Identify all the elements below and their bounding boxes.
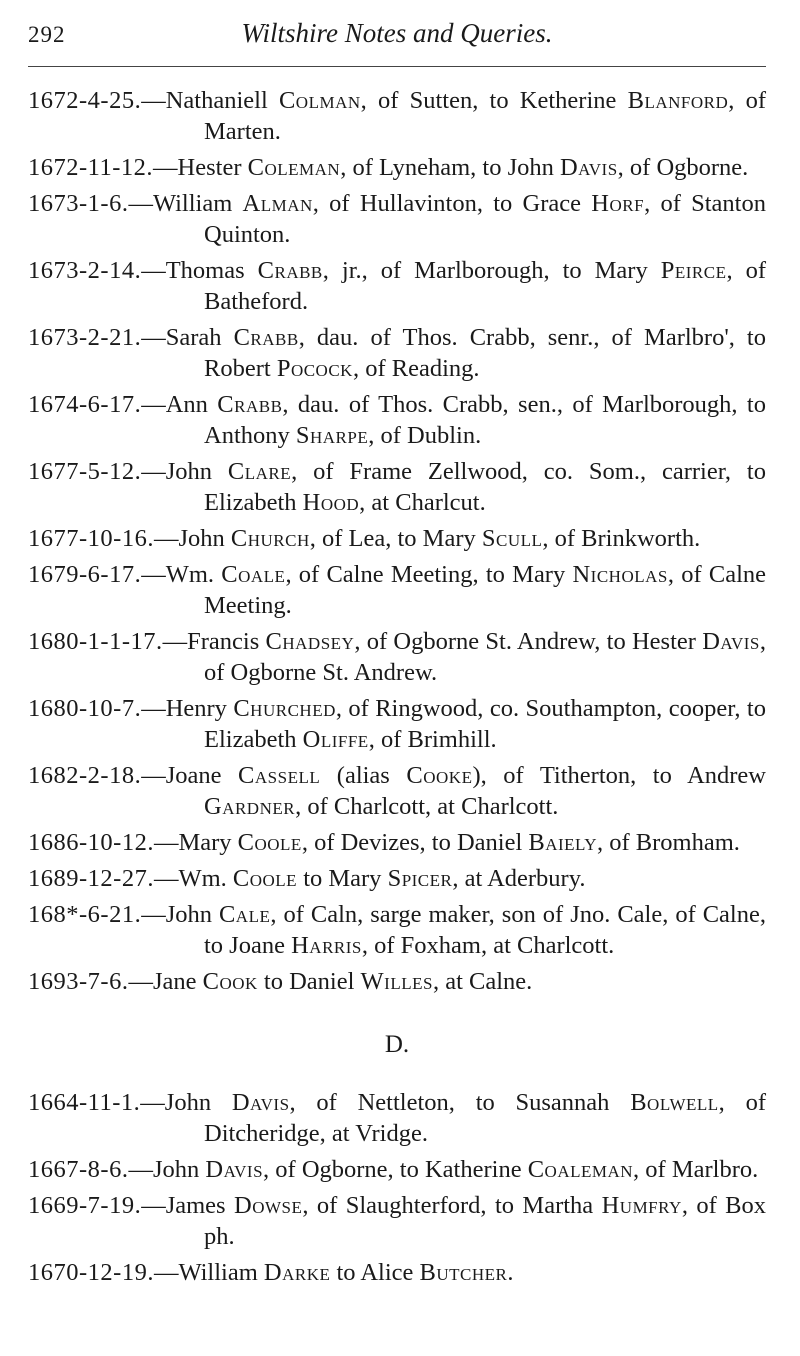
surname: Alman	[242, 190, 313, 217]
entry-text: , of Stanton Quinton.	[204, 190, 766, 248]
entry-date: 1679-6-17.	[28, 561, 142, 588]
marriage-entries-d	[28, 1087, 766, 1288]
entry-text: , of Ogborne, to Katherine	[263, 1156, 528, 1183]
entry-date: 1672-11-12.	[28, 154, 154, 181]
surname: Coleman	[247, 154, 341, 181]
surname: Davis	[559, 154, 618, 181]
entry-date: 1680-10-7.	[28, 695, 142, 722]
surname: Crabb	[217, 391, 283, 418]
entry-text: (alias	[320, 762, 407, 789]
surname: Crabb	[233, 324, 299, 351]
entry-text: , of Slaughterford, to Martha	[302, 1192, 602, 1219]
marriage-entry: 1680-10-7.—Henry Churched, of Ringwood, co. Southampton, cooper, to Elizabeth Oliffe, of Brimhill.	[28, 695, 766, 753]
surname: Cassell	[238, 762, 321, 789]
entry-date: 1682-2-18.	[28, 762, 142, 789]
entry-text: , of Ogborne St. Andrew, to Hester	[354, 628, 703, 655]
surname: Coale	[221, 561, 286, 588]
entry-text: , at Charlcut.	[359, 489, 486, 516]
surname: Butcher	[419, 1259, 508, 1286]
entry-text: , of Bromham.	[597, 829, 740, 856]
entry-text: Hester	[177, 154, 248, 181]
entry-text: to Daniel	[257, 968, 361, 995]
surname: Coaleman	[527, 1156, 634, 1183]
entry-text: Sarah	[165, 324, 234, 351]
entry-text: , dau. of Thos. Crabb, sen., of Marlborough, to Anthony	[204, 391, 766, 449]
surname: Horf	[591, 190, 645, 217]
entry-text: , of Caln, sarge maker, son of Jno. Cale, of Calne, to Joane	[204, 901, 766, 959]
entry-date: 1677-5-12.	[28, 458, 142, 485]
surname: Pocock	[276, 355, 353, 382]
entry-text: , at Aderbury.	[452, 865, 586, 892]
marriage-entry: 1677-5-12.—John Clare, of Frame Zellwood, co. Som., carrier, to Elizabeth Hood, at Charlcut.	[28, 458, 766, 516]
entry-text: William	[178, 1259, 264, 1286]
surname: Willes	[360, 968, 433, 995]
marriage-entries-c	[28, 85, 766, 997]
entry-date: 1673-2-21.	[28, 324, 142, 351]
entry-date: 1664-11-1.	[28, 1089, 141, 1116]
entry-text: ), of Titherton, to Andrew	[472, 762, 766, 789]
surname: Churched	[233, 695, 336, 722]
entry-text: Francis	[187, 628, 266, 655]
entry-text: , of Devizes, to Daniel	[301, 829, 529, 856]
entry-date: 1693-7-6.	[28, 968, 129, 995]
page-number: 292	[28, 22, 66, 47]
surname: Bolwell	[630, 1089, 719, 1116]
entry-date: 1672-4-25.	[28, 87, 142, 114]
entry-date: 1669-7-19.	[28, 1192, 142, 1219]
entry-date: 1670-12-19.	[28, 1259, 154, 1286]
marriage-entry: 1672-4-25.—Nathaniell Colman, of Sutten, to Ketherine Blanford, of Marten.	[28, 87, 766, 145]
entry-date: 1689-12-27.	[28, 865, 154, 892]
surname: Coole	[237, 829, 302, 856]
entry-text: , of Foxham, at Charlcott.	[361, 932, 615, 959]
entry-text: , of Calne Meeting, to Mary	[285, 561, 573, 588]
entry-text: , of Ringwood, co. Southampton, cooper, to Elizabeth	[204, 695, 766, 753]
entry-text: , of Sutten, to Ketherine	[360, 87, 628, 114]
marriage-entry: 1670-12-19.—William Darke to Alice Butcher.	[28, 1259, 514, 1286]
marriage-entry: 1674-6-17.—Ann Crabb, dau. of Thos. Crabb, sen., of Marlborough, to Anthony Sharpe, of Dublin.	[28, 391, 766, 449]
surname: Cale	[218, 901, 271, 928]
surname: Colman	[278, 87, 361, 114]
marriage-entry: 168*-6-21.—John Cale, of Caln, sarge maker, son of Jno. Cale, of Calne, to Joane Harris, of Foxham, at Charlcott.	[28, 901, 766, 959]
entry-text: , of Brinkworth.	[542, 525, 701, 552]
surname: Hood	[302, 489, 360, 516]
entry-text: Ann	[165, 391, 218, 418]
entry-text: James	[165, 1192, 234, 1219]
entry-text: Thomas	[165, 257, 258, 284]
entry-text: Nathaniell	[165, 87, 279, 114]
entry-text: , of Ogborne St. Andrew.	[204, 628, 766, 686]
marriage-entry: 1689-12-27.—Wm. Coole to Mary Spicer, at Aderbury.	[28, 865, 586, 892]
marriage-entry: 1682-2-18.—Joane Cassell (alias Cooke), of Titherton, to Andrew Gardner, of Charlcott, at Charlcott.	[28, 762, 766, 820]
surname: Gardner	[204, 793, 296, 820]
surname: Davis	[702, 628, 760, 655]
entry-text: , of Nettleton, to Susannah	[289, 1089, 631, 1116]
entry-text: , of Frame Zellwood, co. Som., carrier, to Elizabeth	[204, 458, 766, 516]
surname: Davis	[231, 1089, 290, 1116]
entry-text: Mary	[178, 829, 238, 856]
marriage-entry: 1673-1-6.—William Alman, of Hullavinton, to Grace Horf, of Stanton Quinton.	[28, 190, 766, 248]
surname: Cooke	[406, 762, 473, 789]
entry-text: , of Marten.	[204, 87, 766, 145]
marriage-entry: 1673-2-14.—Thomas Crabb, jr., of Marlborough, to Mary Peirce, of Batheford.	[28, 257, 766, 315]
section-heading-d: D.	[384, 1031, 410, 1058]
entry-date: 1674-6-17.	[28, 391, 142, 418]
surname: Humfry	[601, 1192, 682, 1219]
surname: Nicholas	[572, 561, 668, 588]
surname: Crabb	[257, 257, 323, 284]
entry-date: 1667-8-6.	[28, 1156, 129, 1183]
marriage-entry: 1664-11-1.—John Davis, of Nettleton, to Susannah Bolwell, of Ditcheridge, at Vridge.	[28, 1089, 766, 1147]
surname: Sharpe	[295, 422, 369, 449]
entry-text: , dau. of Thos. Crabb, senr., of Marlbro', to Robert	[204, 324, 766, 382]
entry-text: Jane	[152, 968, 203, 995]
surname: Spicer	[387, 865, 453, 892]
marriage-entry: 1693-7-6.—Jane Cook to Daniel Willes, at Calne.	[28, 968, 533, 995]
entry-text: John	[165, 901, 219, 928]
entry-text: , jr., of Marlborough, to Mary	[322, 257, 661, 284]
surname: Coole	[232, 865, 298, 892]
entry-text: , of Ditcheridge, at Vridge.	[204, 1089, 766, 1147]
surname: Cook	[202, 968, 258, 995]
entry-text: to Mary	[297, 865, 388, 892]
entry-text: John	[178, 525, 231, 552]
entry-text: William	[152, 190, 243, 217]
entry-text: John	[164, 1089, 232, 1116]
entry-text: , of Charlcott, at Charlcott.	[295, 793, 559, 820]
surname: Oliffe	[302, 726, 369, 753]
entry-text: , of Box ph.	[204, 1192, 767, 1250]
entry-text: Joane	[165, 762, 239, 789]
entry-text: John	[165, 458, 228, 485]
surname: Chadsey	[265, 628, 355, 655]
marriage-entry: 1686-10-12.—Mary Coole, of Devizes, to Daniel Baiely, of Bromham.	[28, 829, 740, 856]
surname: Church	[230, 525, 310, 552]
entry-text: Wm.	[178, 865, 233, 892]
surname: Davis	[205, 1156, 264, 1183]
marriage-entry: 1680-1-1-17.—Francis Chadsey, of Ogborne St. Andrew, to Hester Davis, of Ogborne St. Andrew.	[28, 628, 766, 686]
surname: Darke	[263, 1259, 331, 1286]
entry-text: , of Ogborne.	[617, 154, 749, 181]
entry-date: 168*-6-21.	[28, 901, 142, 928]
entry-text: , of Lea, to Mary	[309, 525, 482, 552]
entry-date: 1686-10-12.	[28, 829, 154, 856]
entry-text: Wm.	[165, 561, 222, 588]
entry-text: , of Lyneham, to John	[340, 154, 560, 181]
marriage-entry: 1667-8-6.—John Davis, of Ogborne, to Katherine Coaleman, of Marlbro.	[28, 1156, 759, 1183]
marriage-entry: 1669-7-19.—James Dowse, of Slaughterford, to Martha Humfry, of Box ph.	[28, 1192, 767, 1250]
entry-date: 1680-1-1-17.	[28, 628, 163, 655]
entry-text: , of Batheford.	[204, 257, 766, 315]
entry-text: John	[152, 1156, 206, 1183]
entry-date: 1677-10-16.	[28, 525, 154, 552]
entry-text: , of Hullavinton, to Grace	[312, 190, 592, 217]
marriage-entry: 1672-11-12.—Hester Coleman, of Lyneham, to John Davis, of Ogborne.	[28, 154, 749, 181]
marriage-entry: 1673-2-21.—Sarah Crabb, dau. of Thos. Crabb, senr., of Marlbro', to Robert Pocock, of Reading.	[28, 324, 766, 382]
entry-date: 1673-1-6.	[28, 190, 129, 217]
marriage-entry: 1679-6-17.—Wm. Coale, of Calne Meeting, to Mary Nicholas, of Calne Meeting.	[28, 561, 767, 619]
entry-text: , of Brimhill.	[368, 726, 497, 753]
surname: Scull	[481, 525, 543, 552]
entry-text: .	[507, 1259, 514, 1286]
surname: Peirce	[660, 257, 727, 284]
entry-text: , of Reading.	[352, 355, 480, 382]
entry-text: , of Calne Meeting.	[204, 561, 767, 619]
page-header	[28, 14, 766, 58]
surname: Baiely	[528, 829, 598, 856]
surname: Blanford	[627, 87, 729, 114]
marriage-entry: 1677-10-16.—John Church, of Lea, to Mary Scull, of Brinkworth.	[28, 525, 701, 552]
surname: Dowse	[234, 1192, 303, 1219]
entry-text: to Alice	[330, 1259, 420, 1286]
running-title: Wiltshire Notes and Queries.	[241, 18, 553, 48]
entry-text: , at Calne.	[432, 968, 533, 995]
entry-text: , of Marlbro.	[633, 1156, 759, 1183]
entry-text: , of Dublin.	[368, 422, 482, 449]
header-rule	[28, 66, 766, 67]
surname: Harris	[291, 932, 362, 959]
entry-text: Henry	[165, 695, 234, 722]
surname: Clare	[227, 458, 292, 485]
entry-date: 1673-2-14.	[28, 257, 142, 284]
